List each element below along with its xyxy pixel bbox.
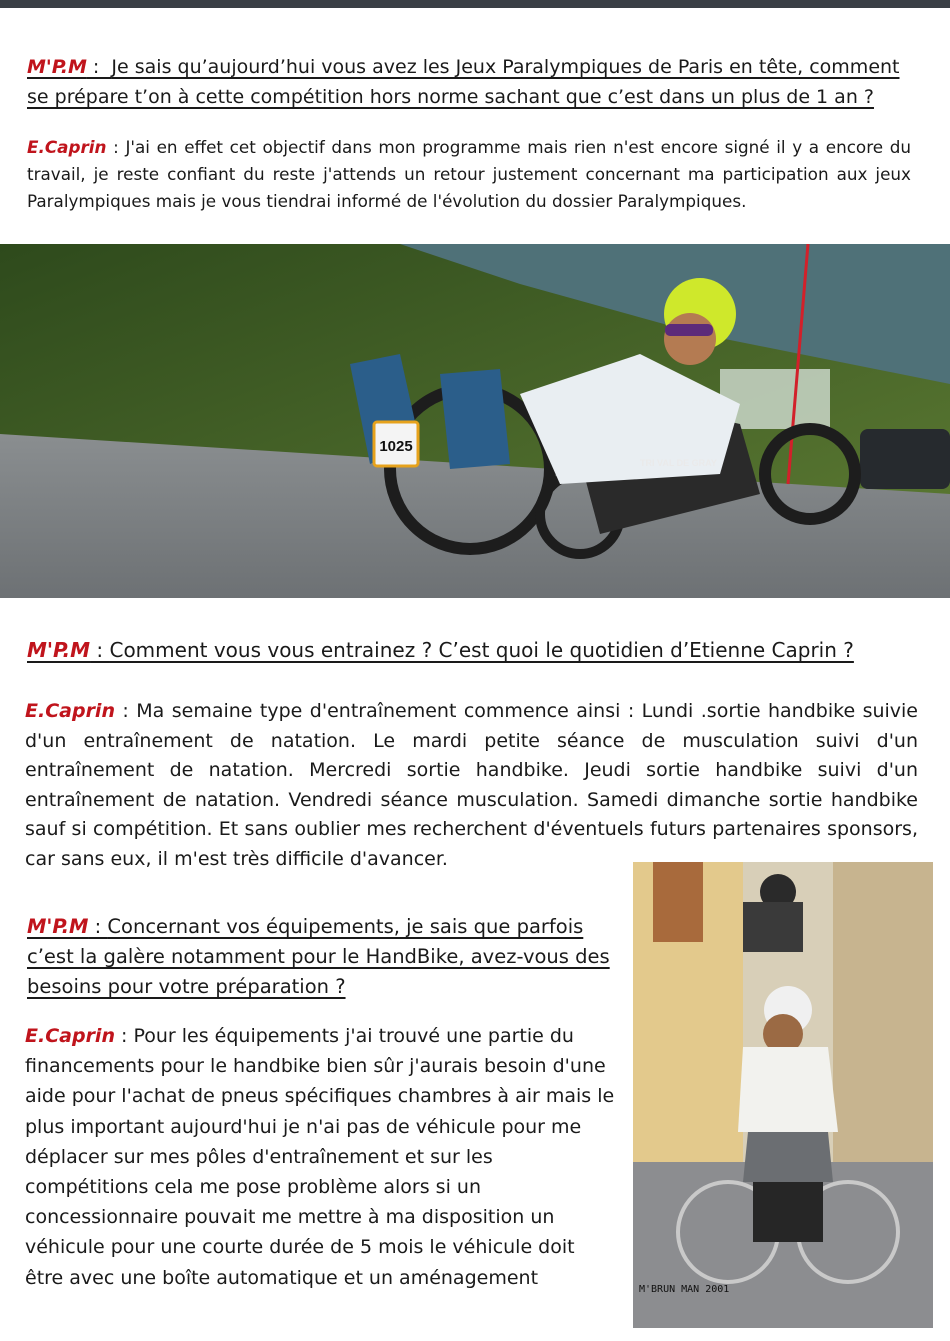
answer-3: E.Caprin : Pour les équipements j'ai trouvé une partie du financements pour le handbike bien sûr j'aurais besoin d'une aide pour l'achat de pneus spécifiques chambres à air mais le plus important aujourd'hui je n'ai pas de véhicule pour me déplacer sur mes pôles d'entraînement et sur les compétitions cela me pose problème alors si un concessionnaire pouvait me mettre à ma disposition un véhicule pour une courte durée de 5 mois le véhicule doit être avec une boîte automatique et un aménagement: [25, 1025, 615, 1289]
photo-signature: M'BRUN MAN 2001: [639, 1284, 730, 1295]
speaker-label: E.Caprin: [25, 1025, 115, 1047]
answer-1: E.Caprin : J'ai en effet cet objectif dans mon programme mais rien n'est encore signé il y a encore du travail, je reste confiant du reste j'attends un retour justement concernant ma participation aux jeux Paralympiques mais je vous tiendrai informé de l'évolution du dossier Paralympiques.: [27, 137, 911, 211]
speaker-label: E.Caprin: [27, 137, 107, 157]
speaker-label: M'P.M: [27, 915, 89, 938]
speaker-label: M'P.M: [27, 638, 91, 662]
question-3: M'P.M : Concernant vos équipements, je sais que parfois c’est la galère notamment pour le HandBike, avez-vous des besoins pour votre préparation ?: [27, 915, 610, 998]
handbike-race-photo: [0, 244, 950, 598]
answer-3-text: Pour les équipements j'ai trouvé une partie du financements pour le handbike bien sûr j'aurais besoin d'une aide pour l'achat de pneus spécifiques chambres à air mais le plus important aujourd'hui je n'ai pas de véhicule pour me déplacer sur mes pôles d'entraînement et sur les compétitions cela me pose problème alors si un concessionnaire pouvait me mettre à ma disposition un véhicule pour une courte durée de 5 mois le véhicule doit être avec une boîte automatique et un aménagement: [25, 1025, 615, 1289]
answer-2: E.Caprin : Ma semaine type d'entraînement commence ainsi : Lundi .sortie handbike suivie d'un entraînement de natation. Le mardi petite séance de musculation suivi d'un entraînement de natation. Mercredi sortie handbike. Jeudi sortie handbike suivi d'un entraînement de natation. Vendredi séance musculation. Samedi dimanche sortie handbike sauf si compétition. Et sans oublier mes recherchent d'éventuels futurs partenaires sponsors, car sans eux, il m'est très difficile d'avancer.: [25, 700, 918, 870]
speaker-label: E.Caprin: [25, 700, 115, 722]
top-banner-strip: [0, 0, 950, 8]
question-1-text: Je sais qu’aujourd’hui vous avez les Jeux Paralympiques de Paris en tête, comment se prépare t’on à cette compétition hors norme sachant que c’est dans un plus de 1 an ?: [27, 56, 900, 108]
question-1: M'P.M : Je sais qu’aujourd’hui vous avez les Jeux Paralympiques de Paris en tête, comment se prépare t’on à cette compétition hors norme sachant que c’est dans un plus de 1 an ?: [27, 56, 900, 108]
speaker-label: M'P.M: [27, 56, 87, 78]
answer-2-text: Ma semaine type d'entraînement commence ainsi : Lundi .sortie handbike suivie d'un entraînement de natation. Le mardi petite séance de musculation suivi d'un entraînement de natation. Mercredi sortie handbike. Jeudi sortie handbike suivi d'un entraînement de natation. Vendredi séance musculation. Samedi dimanche sortie handbike sauf si compétition. Et sans oublier mes recherchent d'éventuels futurs partenaires sponsors, car sans eux, il m'est très difficile d'avancer.: [25, 700, 918, 870]
question-2: M'P.M : Comment vous vous entrainez ? C’est quoi le quotidien d’Etienne Caprin ?: [27, 638, 854, 662]
answer-1-text: J'ai en effet cet objectif dans mon programme mais rien n'est encore signé il y a encore du travail, je reste confiant du reste j'attends un retour justement concernant ma participation aux jeux Paralympiques mais je vous tiendrai informé de l'évolution du dossier Paralympiques.: [27, 137, 911, 211]
jersey-text: TRI VAL DE GRAY: [640, 458, 717, 468]
race-bib-number: 1025: [379, 438, 413, 455]
vintage-wheelchair-photo: [633, 862, 933, 1328]
question-3-text: Concernant vos équipements, je sais que parfois c’est la galère notamment pour le HandBike, avez-vous des besoins pour votre préparation ?: [27, 915, 610, 998]
question-2-text: Comment vous vous entrainez ? C’est quoi le quotidien d’Etienne Caprin ?: [109, 638, 854, 662]
